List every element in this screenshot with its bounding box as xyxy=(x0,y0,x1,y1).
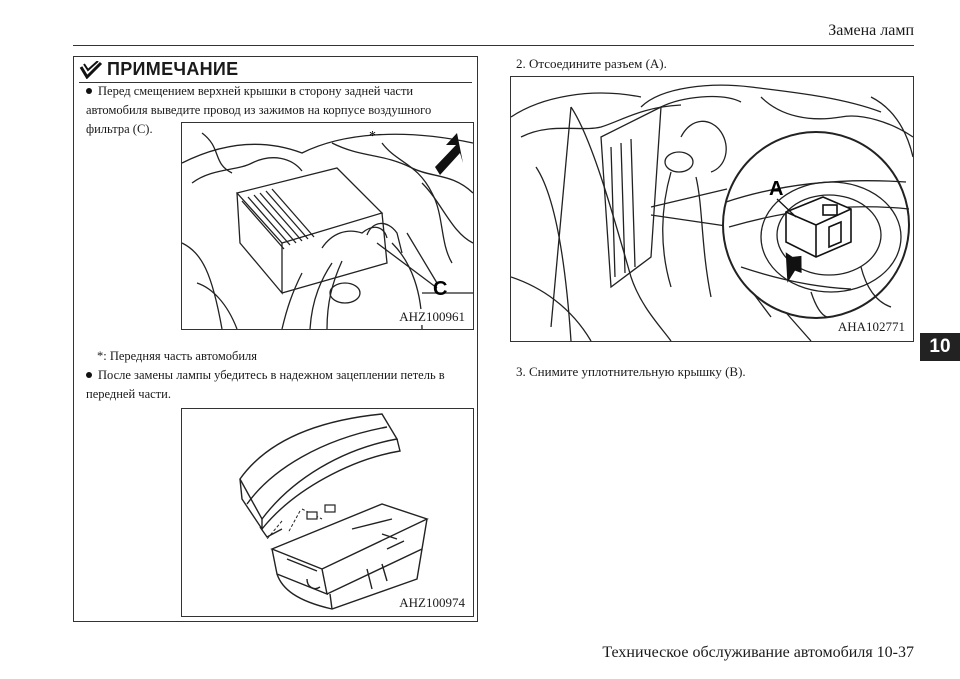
filter-box-illustration xyxy=(182,409,473,616)
figure-air-filter-wiring xyxy=(181,122,474,330)
figure-connector-a xyxy=(510,76,914,342)
page-header-title: Замена ламп xyxy=(828,22,914,39)
figure1-asterisk: * xyxy=(369,129,376,144)
note-check-icon xyxy=(79,61,103,79)
step-2-text: 2. Отсоедините разъем (A). xyxy=(516,56,667,71)
air-filter-illustration xyxy=(182,123,473,329)
bullet-icon xyxy=(86,88,92,94)
figure-filter-box-hinges xyxy=(181,408,474,617)
note-bullet-1-text: Перед смещением верхней крышки в сторону задней части автомобиля выведите провод из зажимов на корпусе воздушного фильтра (C). xyxy=(86,84,432,136)
bullet-icon xyxy=(86,372,92,378)
note-bullet-2-text: После замены лампы убедитесь в надежном зацеплении петель в передней части. xyxy=(86,368,445,401)
note-heading-label: ПРИМЕЧАНИЕ xyxy=(107,59,239,79)
header-divider xyxy=(73,45,914,46)
figure3-code: AHA102771 xyxy=(837,319,905,334)
figure1-code: AHZ100961 xyxy=(399,309,465,324)
step-3-text: 3. Снимите уплотнительную крышку (B). xyxy=(516,364,746,379)
section-tab[interactable]: 10 xyxy=(920,333,960,361)
figure3-callout-a: A xyxy=(769,178,784,200)
page-footer: Техническое обслуживание автомобиля 10-37 xyxy=(602,644,914,661)
connector-illustration xyxy=(511,77,913,341)
figure1-callout-c: C xyxy=(433,278,448,300)
figure2-code: AHZ100974 xyxy=(399,595,465,610)
note-footnote: *: Передняя часть автомобиля xyxy=(97,349,258,363)
note-bullet-2 xyxy=(86,366,474,404)
note-heading xyxy=(79,59,238,80)
